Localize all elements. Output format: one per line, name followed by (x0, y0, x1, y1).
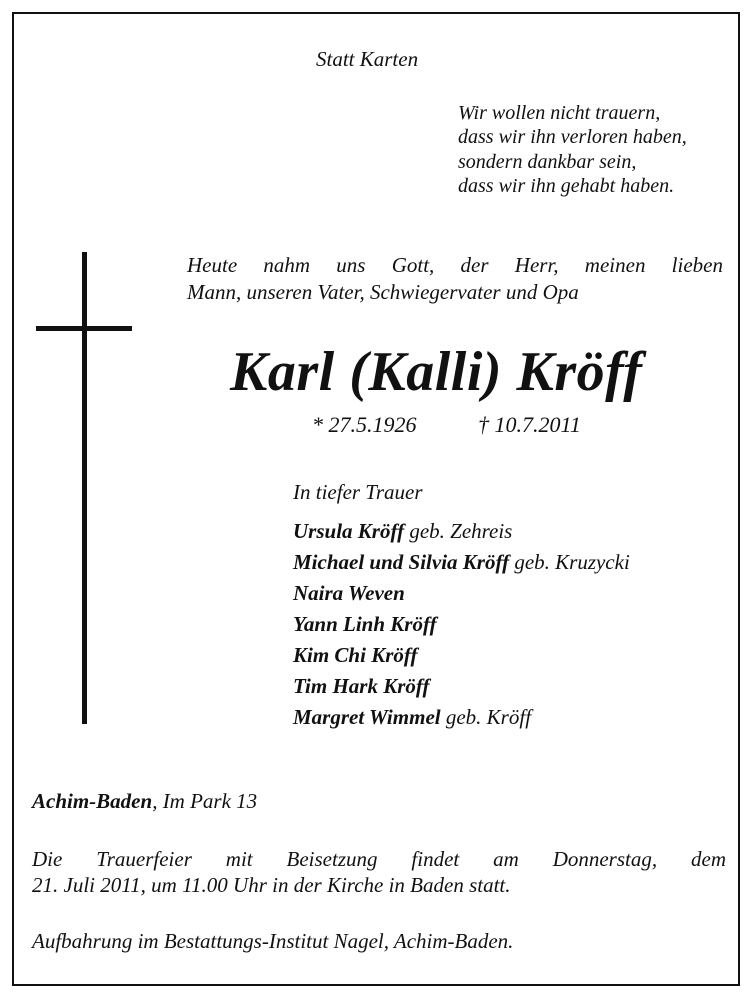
viewing-notice: Aufbahrung im Bestattungs-Institut Nagel, Achim-Baden. (32, 929, 514, 953)
mourner-note: geb. Zehreis (409, 519, 513, 543)
mourner-row (293, 609, 630, 640)
mourner-row (293, 516, 630, 547)
poem-line: dass wir ihn verloren haben, (458, 126, 687, 149)
mourner-row (293, 702, 630, 733)
mourner-row (293, 671, 630, 702)
address-street: , Im Park 13 (152, 789, 258, 813)
mourner-name: Kim Chi Kröff (293, 643, 418, 667)
cross-vertical-bar (82, 252, 87, 724)
mourner-note: geb. Kruzycki (514, 550, 630, 574)
mourner-row (293, 640, 630, 671)
intro-line: Mann, unseren Vater, Schwiegervater und Opa (187, 279, 579, 304)
mourner-name: Yann Linh Kröff (293, 612, 437, 636)
ceremony-line: Die Trauerfeier mit Beisetzung findet am Donnerstag, dem (32, 847, 726, 871)
intro-text (187, 252, 723, 306)
mourner-name: Margret Wimmel (293, 705, 441, 729)
intro-line: Heute nahm uns Gott, der Herr, meinen lieben (187, 253, 723, 277)
mourner-note: geb. Kröff (445, 705, 532, 729)
death-date: † 10.7.2011 (478, 412, 581, 437)
obituary-frame (12, 12, 740, 986)
deceased-name: Karl (Kalli) Kröff (230, 341, 643, 403)
poem-line: dass wir ihn gehabt haben. (458, 175, 675, 198)
birth-date: * 27.5.1926 (312, 412, 417, 437)
mourning-heading: In tiefer Trauer (293, 480, 423, 504)
poem-line: Wir wollen nicht trauern, (458, 102, 661, 124)
mourner-name: Michael und Silvia Kröff (293, 550, 510, 574)
mourner-name: Tim Hark Kröff (293, 674, 430, 698)
cross-horizontal-bar (36, 326, 132, 331)
statt-karten-heading: Statt Karten (316, 47, 419, 71)
address-city: Achim-Baden (32, 789, 153, 813)
poem-line: sondern dankbar sein, (458, 150, 637, 173)
mourners-list (293, 516, 630, 733)
mourner-row (293, 547, 630, 578)
ceremony-line: 21. Juli 2011, um 11.00 Uhr in der Kirche in Baden statt. (32, 873, 511, 898)
ceremony-notice (32, 846, 726, 899)
mourner-row (293, 578, 630, 609)
mourner-name: Ursula Kröff (293, 519, 405, 543)
family-address (32, 789, 257, 814)
poem (458, 101, 687, 199)
mourner-name: Naira Weven (293, 581, 405, 605)
